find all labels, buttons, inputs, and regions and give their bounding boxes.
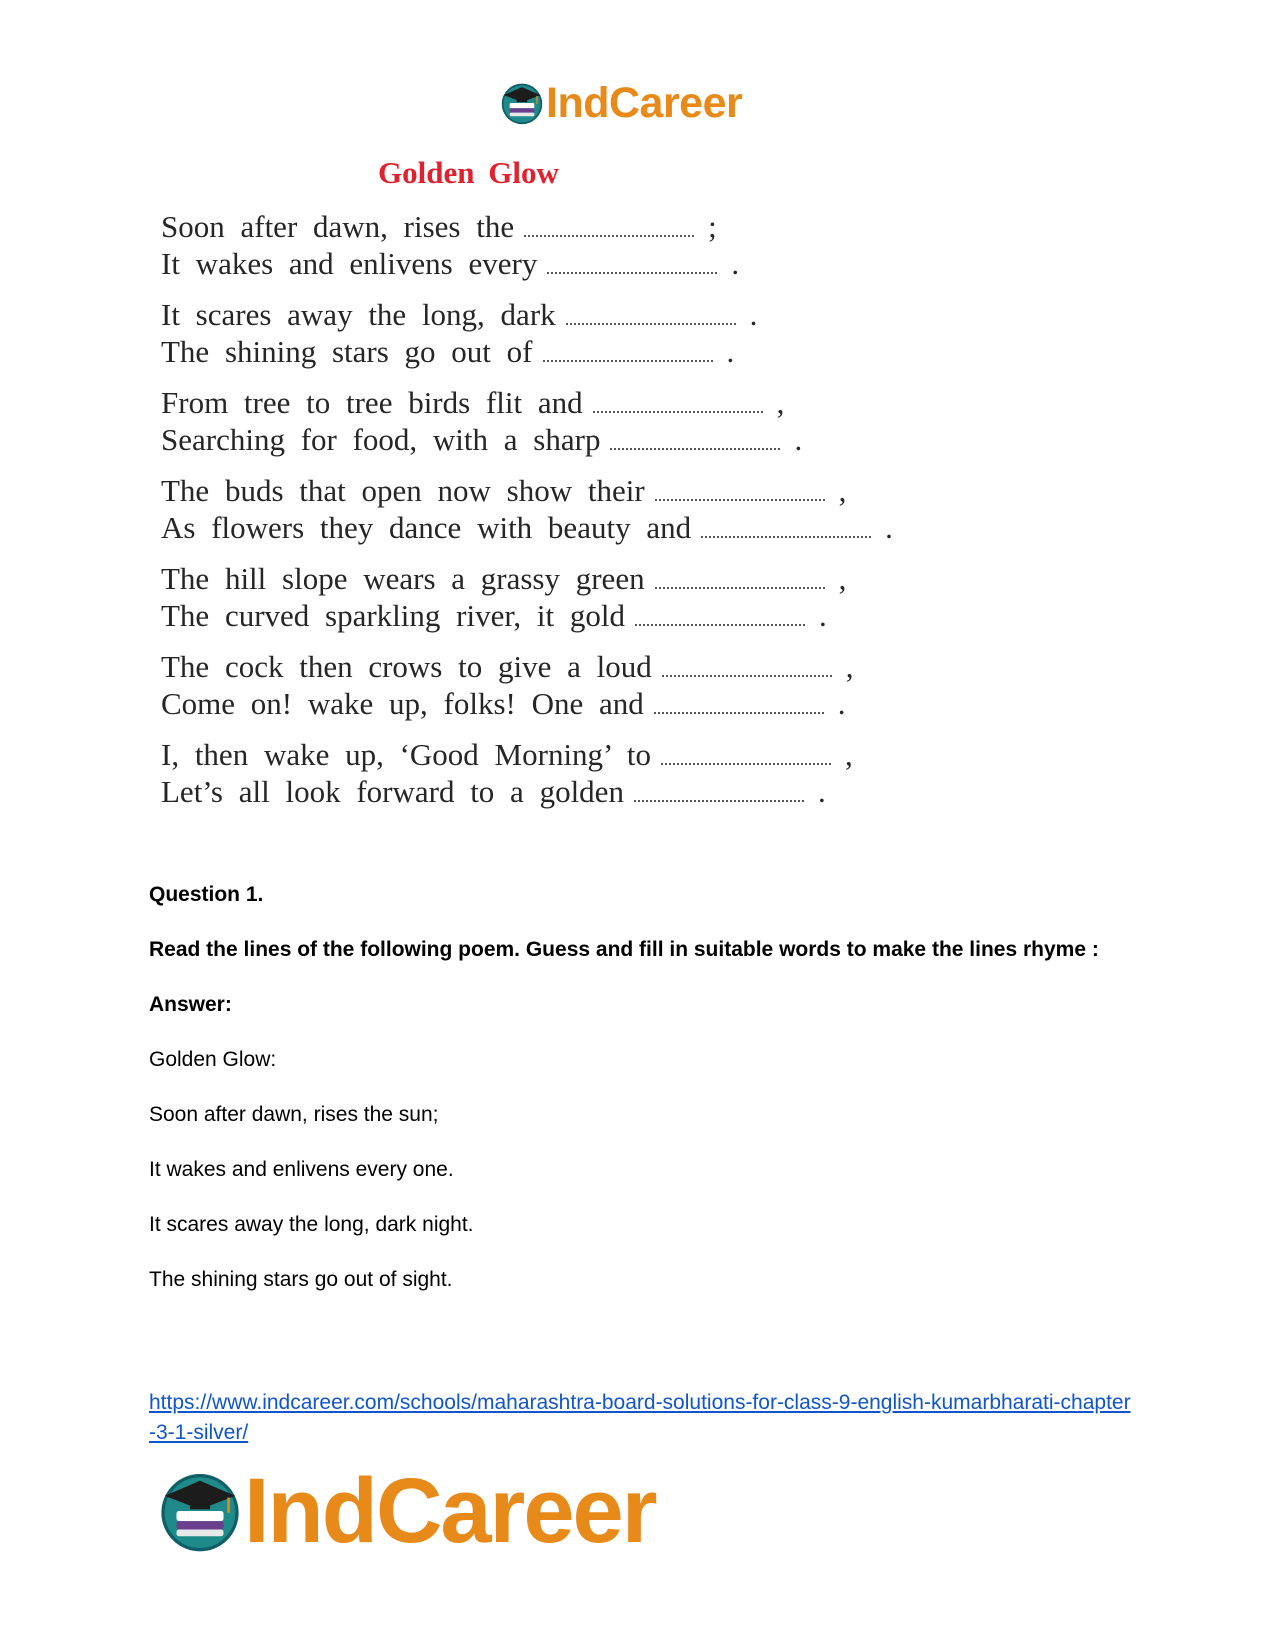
fill-in-blank — [547, 264, 717, 274]
line-punctuation: , — [838, 561, 847, 596]
fill-in-blank — [655, 579, 825, 589]
poem-line — [161, 773, 951, 810]
fill-in-blank — [655, 491, 825, 501]
line-punctuation: . — [817, 774, 826, 809]
graduation-cap-book-icon — [158, 1469, 242, 1553]
poem-stanza — [161, 648, 951, 722]
poem-line-text: Searching for food, with a sharp — [161, 422, 601, 457]
poem-line-text: It scares away the long, dark — [161, 297, 556, 332]
logo-wordmark: IndCareer — [546, 78, 743, 127]
poem-stanza — [161, 736, 951, 810]
poem-line — [161, 333, 951, 370]
poem-line-text: From tree to tree birds flit and — [161, 385, 583, 420]
fill-in-blank — [654, 704, 824, 714]
fill-in-blank — [593, 403, 763, 413]
line-punctuation: , — [845, 649, 854, 684]
poem-line — [161, 421, 951, 458]
poem-stanza — [161, 296, 951, 370]
fill-in-blank — [661, 755, 831, 765]
poem-line — [161, 560, 951, 597]
poem-line — [161, 208, 951, 245]
fill-in-blank — [662, 667, 832, 677]
poem-line-text: The hill slope wears a grassy green — [161, 561, 645, 596]
poem-line — [161, 736, 951, 773]
poem-stanzas — [161, 208, 951, 824]
fill-in-blank — [634, 792, 804, 802]
poem-line — [161, 648, 951, 685]
fill-in-blank — [524, 227, 694, 237]
fill-in-blank — [566, 315, 736, 325]
poem-line-text: Come on! wake up, folks! One and — [161, 686, 644, 721]
line-punctuation: . — [726, 334, 735, 369]
poem-line-text: Let’s all look forward to a golden — [161, 774, 624, 809]
poem-line-text: I, then wake up, ‘Good Morning’ to — [161, 737, 651, 772]
answer-line: It scares away the long, dark night. — [149, 1213, 474, 1236]
line-punctuation: . — [749, 297, 758, 332]
poem-line — [161, 597, 951, 634]
answer-label: Answer: — [149, 993, 232, 1016]
fill-in-blank — [635, 616, 805, 626]
poem-line — [161, 509, 951, 546]
question-answer-section — [149, 880, 1129, 1320]
poem-line-text: Soon after dawn, rises the — [161, 209, 515, 244]
poem-line-text: The curved sparkling river, it gold — [161, 598, 626, 633]
fill-in-blank — [610, 440, 780, 450]
graduation-cap-book-icon — [500, 81, 544, 125]
poem-stanza — [161, 208, 951, 282]
line-punctuation: , — [844, 737, 853, 772]
poem-line — [161, 685, 951, 722]
poem-line-text: The cock then crows to give a loud — [161, 649, 652, 684]
question-text: Read the lines of the following poem. Guess and fill in suitable words to make the lines rhyme : — [149, 938, 1099, 961]
poem-line — [161, 384, 951, 421]
answer-line: The shining stars go out of sight. — [149, 1268, 453, 1291]
poem-line-text: As flowers they dance with beauty and — [161, 510, 692, 545]
line-punctuation: . — [731, 246, 740, 281]
header-logo — [500, 78, 742, 128]
poem-line-text: The buds that open now show their — [161, 473, 645, 508]
poem-line — [161, 296, 951, 333]
poem-line — [161, 245, 951, 282]
line-punctuation: ; — [708, 209, 717, 244]
answer-line: Golden Glow: — [149, 1048, 277, 1071]
fill-in-blank — [543, 352, 713, 362]
line-punctuation: . — [819, 598, 827, 633]
fill-in-blank — [701, 528, 871, 538]
poem-title: Golden Glow — [378, 155, 559, 190]
answer-line: Soon after dawn, rises the sun; — [149, 1103, 439, 1126]
answer-line: It wakes and enlivens every one. — [149, 1158, 454, 1181]
line-punctuation: . — [885, 510, 893, 545]
logo-wordmark: IndCareer — [244, 1460, 656, 1562]
line-punctuation: , — [776, 385, 785, 420]
poem-stanza — [161, 384, 951, 458]
poem-line — [161, 472, 951, 509]
question-label: Question 1. — [149, 883, 264, 906]
poem-line-text: The shining stars go out of — [161, 334, 533, 369]
poem-stanza — [161, 560, 951, 634]
line-punctuation: . — [794, 422, 803, 457]
poem-stanza — [161, 472, 951, 546]
line-punctuation: . — [837, 686, 846, 721]
line-punctuation: , — [838, 473, 847, 508]
poem-line-text: It wakes and enlivens every — [161, 246, 538, 281]
source-link[interactable]: https://www.indcareer.com/schools/maharashtra-board-solutions-for-class-9-english-kumarbharati-chapter-3-1-silver/ — [149, 1391, 1131, 1444]
footer-logo — [158, 1460, 656, 1562]
